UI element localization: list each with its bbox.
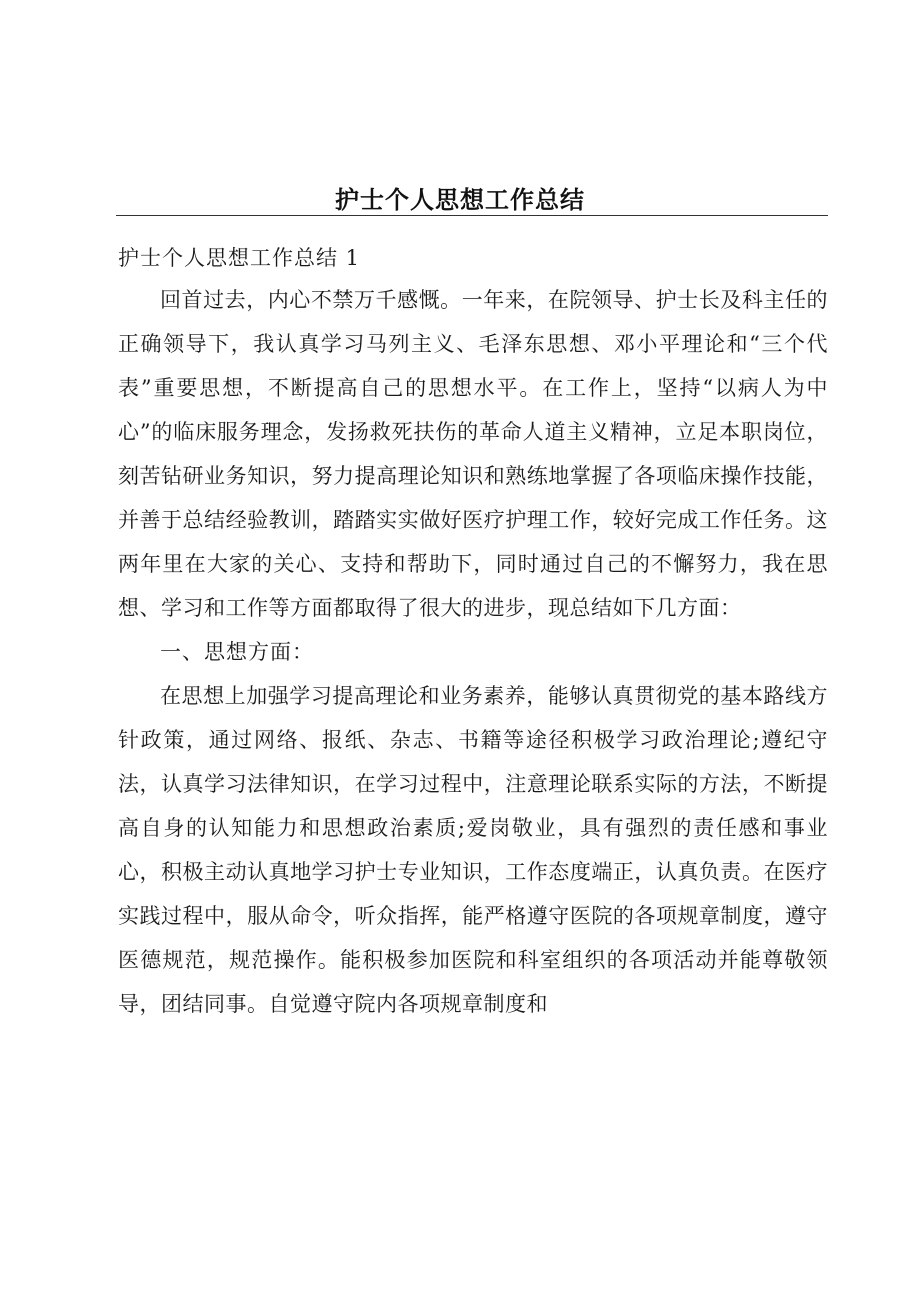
section-subtitle: 护士个人思想工作总结 1 bbox=[118, 246, 361, 270]
document-title: 护士个人思想工作总结 bbox=[335, 186, 585, 214]
intro-paragraph: 回首过去，内心不禁万千感慨。一年来，在院领导、护士长及科主任的正确领导下，我认真学习马列主义、毛泽东思想、邓小平理论和“三个代表”重要思想，不断提高自己的思想水平。在工作上，坚持“以病人为中心”的临床服务理念，发扬救死扶伤的革命人道主义精神，立足本职岗位，刻苦钻研业务知识，努力提高理论知识和熟练地掌握了各项临床操作技能，并善于总结经验教训，踏踏实实做好医疗护理工作，较好完成工作任务。这两年里在大家的关心、支持和帮助下，同时通过自己的不懈努力，我在思想、学习和工作等方面都取得了很大的进步，现总结如下几方面： bbox=[118, 288, 828, 620]
title-divider bbox=[116, 215, 828, 216]
thought-paragraph: 在思想上加强学习提高理论和业务素养，能够认真贯彻党的基本路线方针政策，通过网络、报纸、杂志、书籍等途径积极学习政治理论;遵纪守法，认真学习法律知识，在学习过程中，注意理论联系实际的方法，不断提高自身的认知能力和思想政治素质;爱岗敬业，具有强烈的责任感和事业心，积极主动认真地学习护士专业知识，工作态度端正，认真负责。在医疗实践过程中，服从命令，听众指挥，能严格遵守医院的各项规章制度，遵守医德规范，规范操作。能积极参加医院和科室组织的各项活动并能尊敬领导，团结同事。自觉遵守院内各项规章制度和 bbox=[118, 684, 828, 1016]
document-body bbox=[118, 238, 828, 1026]
section-heading-thought: 一、思想方面： bbox=[160, 640, 314, 664]
